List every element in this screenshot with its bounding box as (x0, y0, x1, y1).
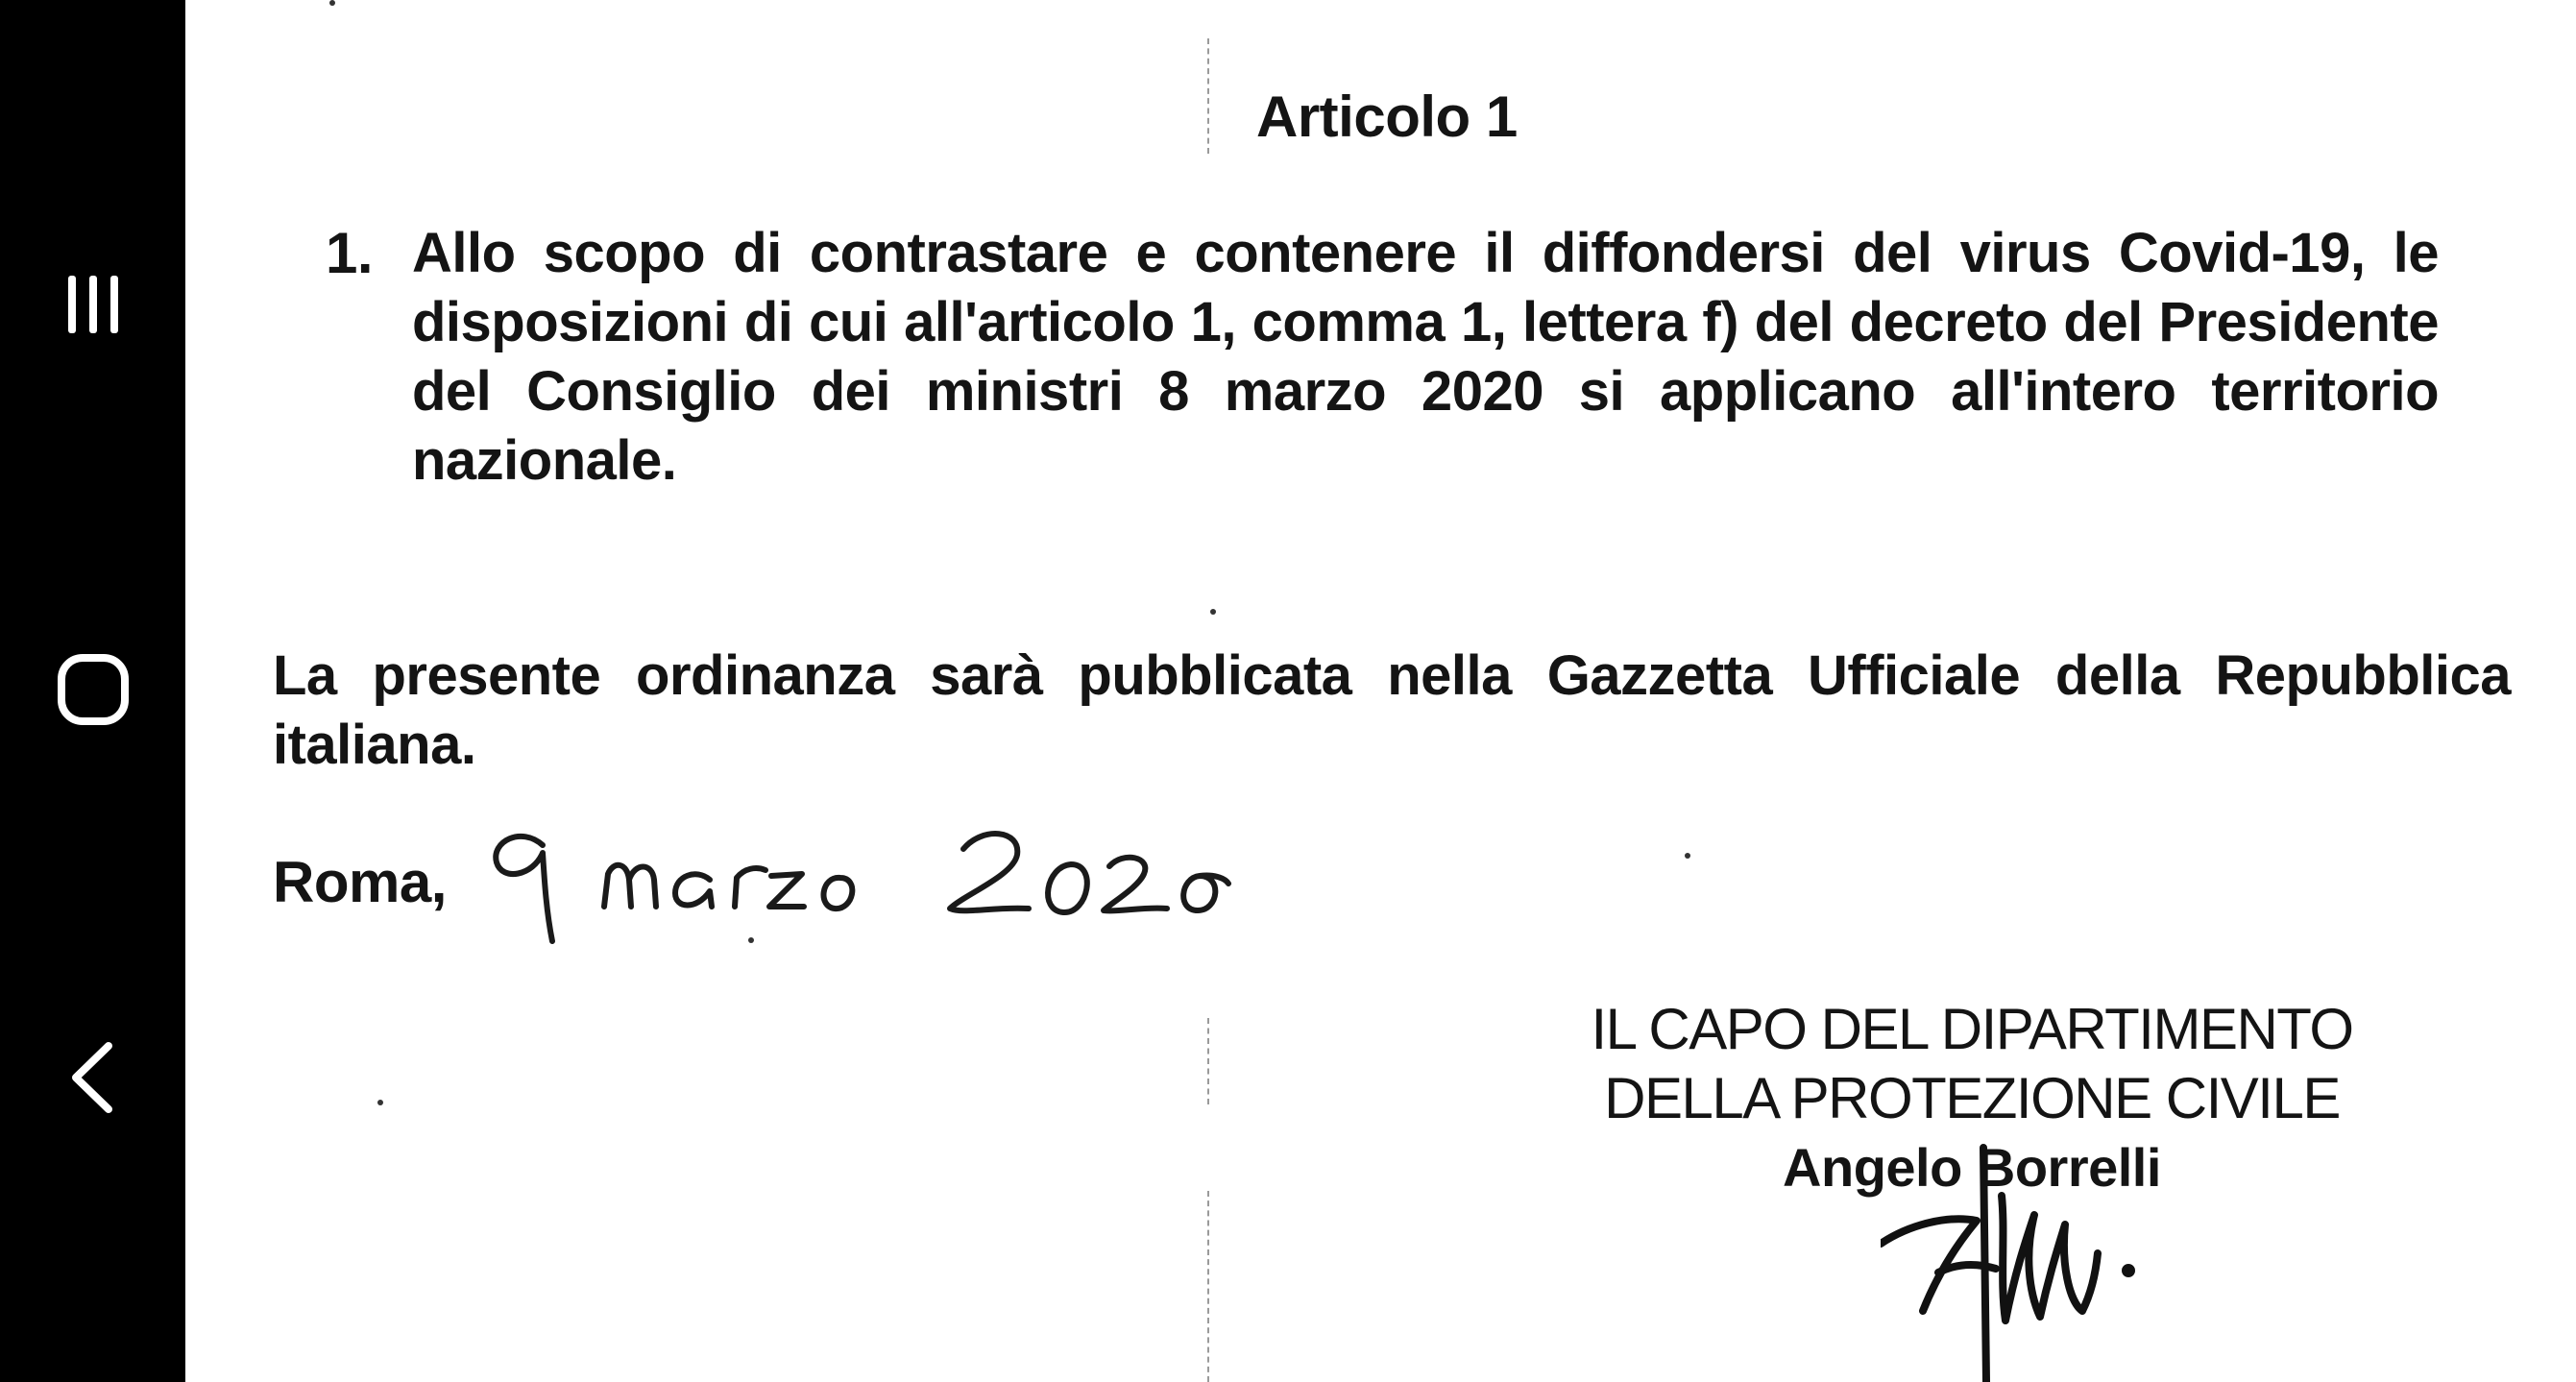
scan-fold-line (1207, 38, 1211, 154)
document-page (185, 0, 2576, 1382)
article-title: Articolo 1 (1256, 85, 1518, 149)
signatory-title-line2: DELLA PROTEZIONE CIVILE (1604, 1066, 2340, 1130)
navigation-bar (0, 0, 185, 1382)
signatory-name: Angelo Borrelli (1783, 1137, 2161, 1198)
back-button[interactable] (0, 1001, 185, 1154)
home-button[interactable] (0, 613, 185, 766)
paragraph-text: Allo scopo di contrastare e contenere il diffondersi del virus Covid-19, le disposizioni di cui all'articolo 1, comma 1, lettera f) del decreto del Presidente del Consiglio dei ministri 8 marzo 2020 si applicano all'intero territorio nazionale. (412, 222, 2439, 492)
scan-speck (329, 0, 335, 6)
recent-apps-button[interactable] (0, 228, 185, 381)
place-label: Roma, (273, 850, 447, 914)
signatory-title-line1: IL CAPO DEL DIPARTIMENTO (1591, 997, 2353, 1061)
scan-fold-line (1207, 1191, 1211, 1382)
handwritten-date (483, 807, 1463, 951)
handwritten-signature (1881, 1128, 2169, 1382)
paragraph-number: 1. (326, 221, 374, 285)
publication-notice: La presente ordinanza sarà pubblicata nella Gazzetta Ufficiale della Repubblica italiana. (273, 644, 2511, 776)
scan-speck (377, 1100, 383, 1105)
recent-apps-icon (55, 266, 132, 343)
home-icon (50, 646, 136, 733)
scan-fold-line (1207, 1018, 1211, 1104)
scan-speck (1210, 609, 1216, 615)
scan-speck (1685, 853, 1690, 859)
back-chevron-icon (55, 1034, 132, 1121)
